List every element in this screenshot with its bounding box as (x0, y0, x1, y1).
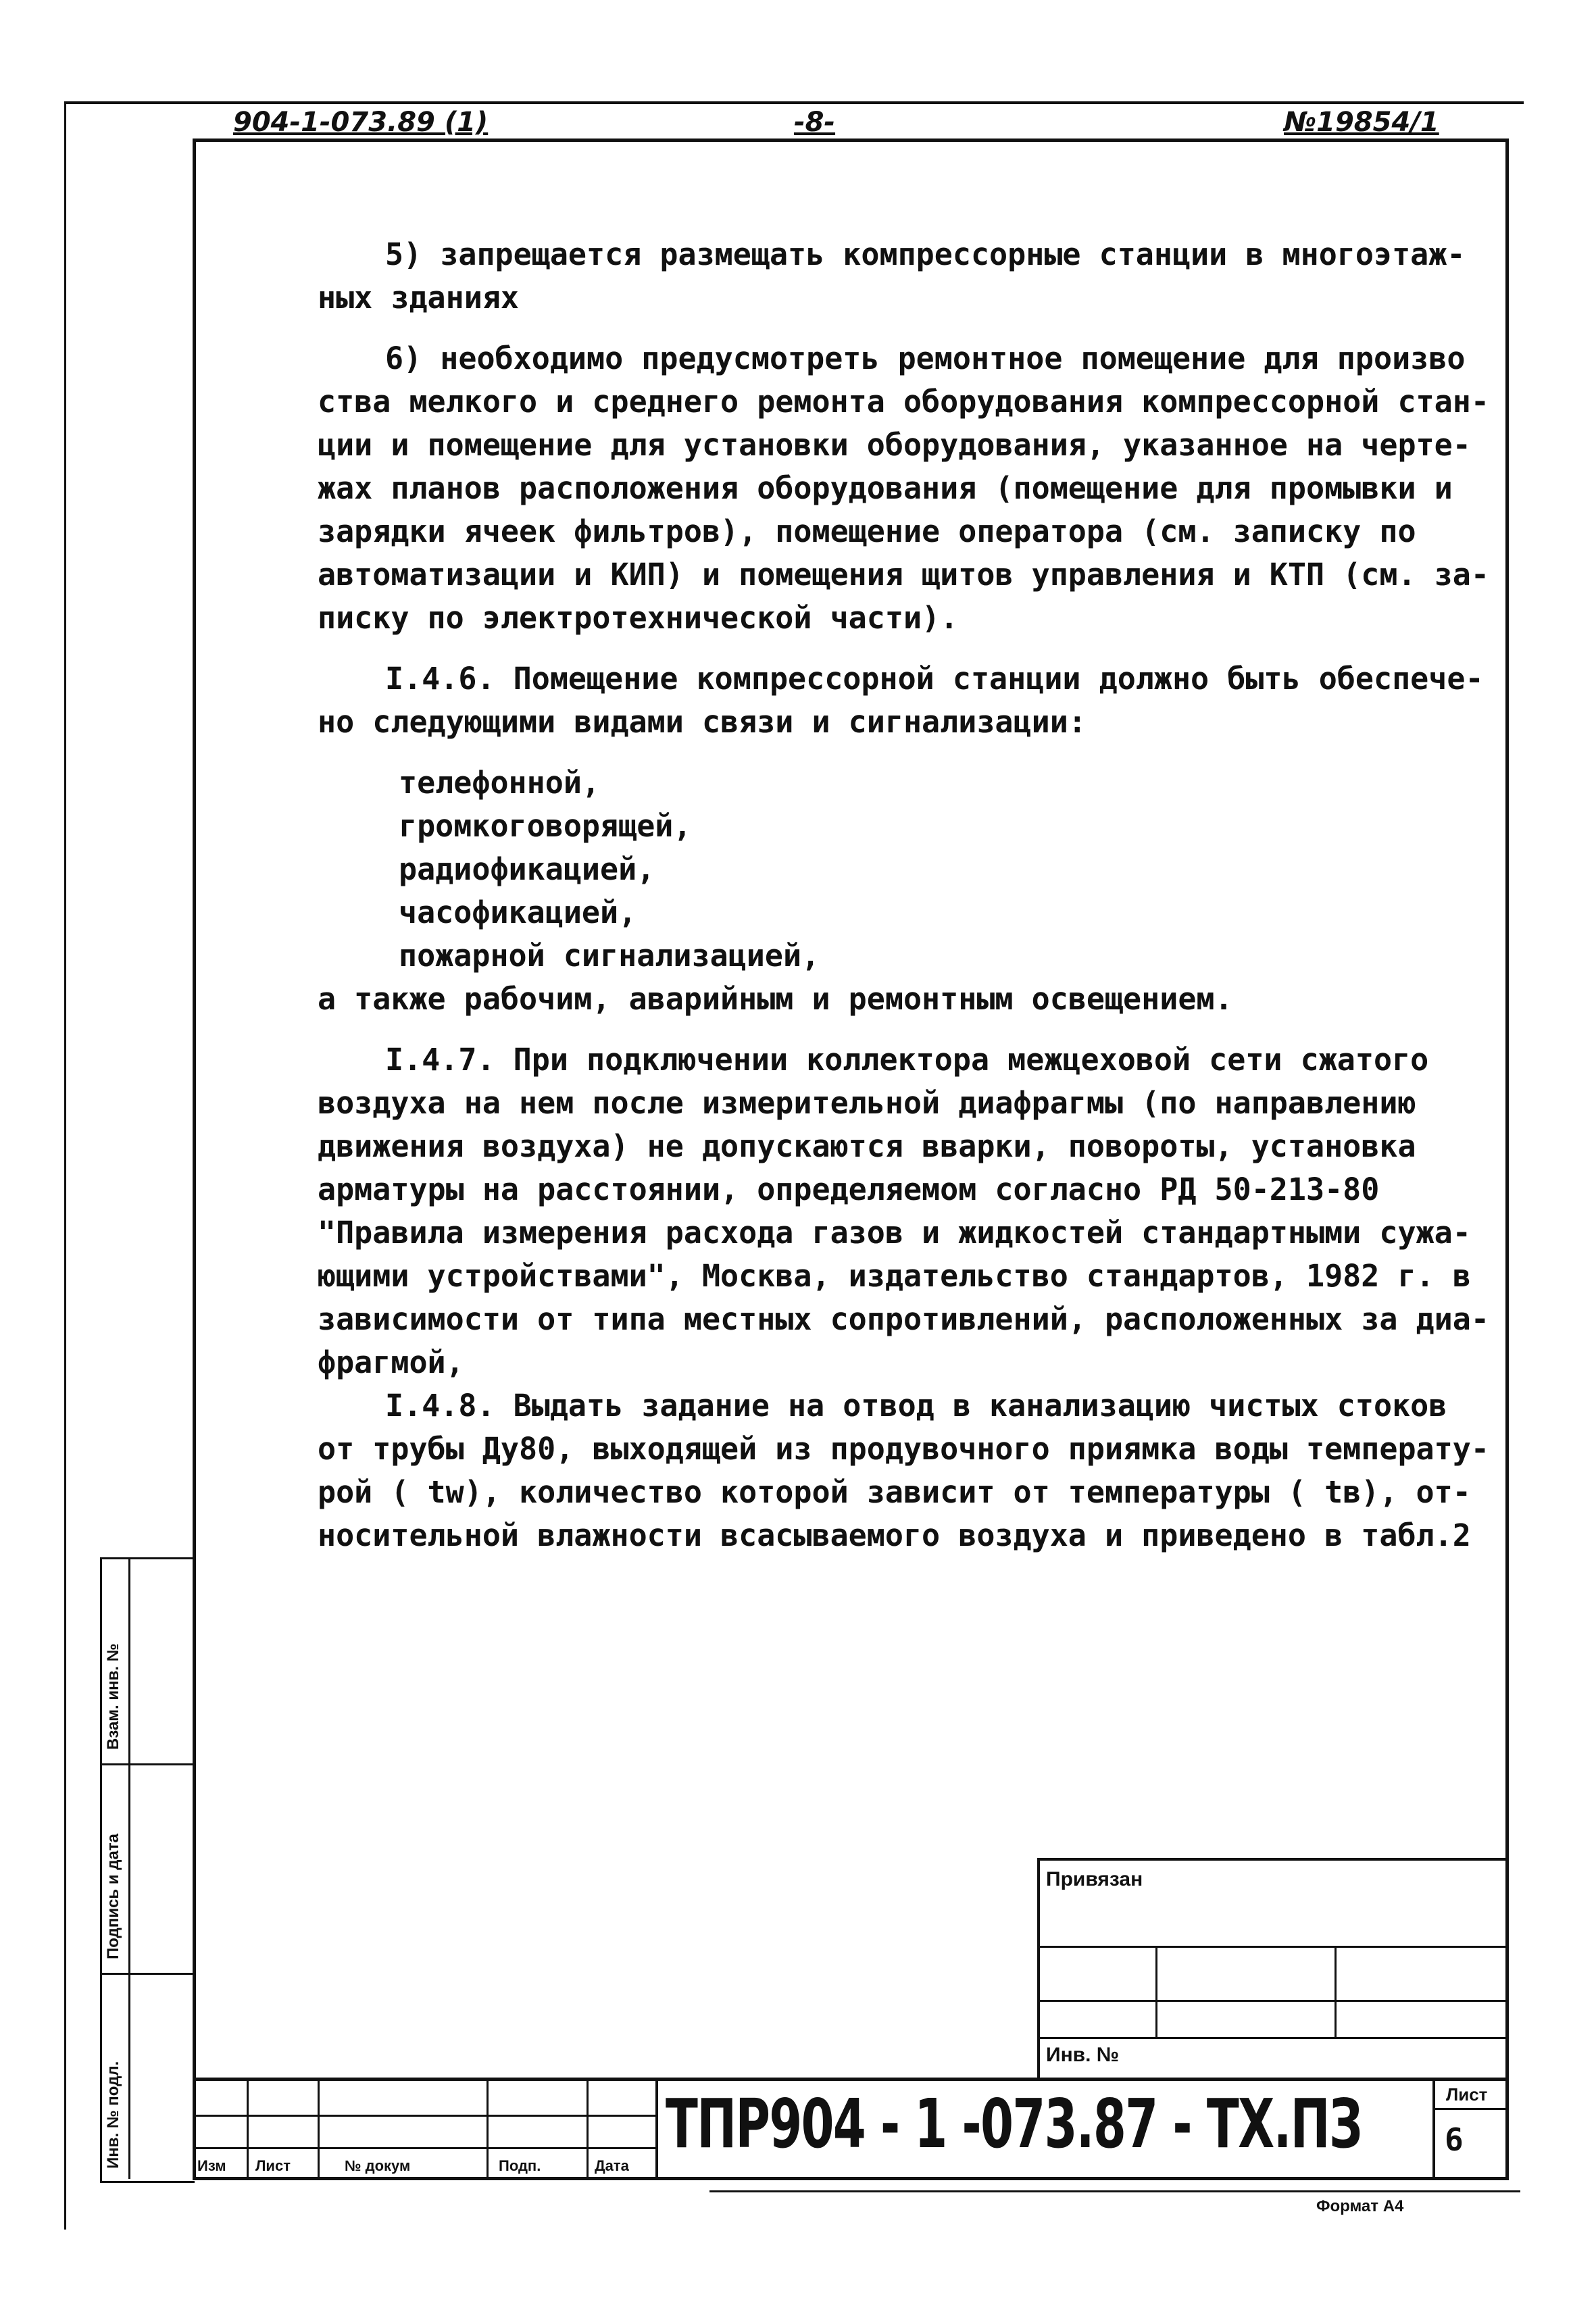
body-line: ства мелкого и среднего ремонта оборудования компрессорной стан- (318, 384, 1489, 420)
body-line: I.4.7. При подключении коллектора межцеховой сети сжатого (385, 1042, 1429, 1078)
list-item: радиофикацией, (399, 851, 655, 887)
list-item: телефонной, (399, 765, 601, 801)
title-block-bottom-line (193, 2177, 1509, 2180)
title-block-col-line (655, 2078, 658, 2177)
side-stamp-divider (128, 1557, 130, 2179)
body-line: арматуры на расстоянии, определяемом согласно РД 50-213-80 (318, 1172, 1380, 1207)
body-line: воздуха на нем после измерительной диафрагмы (по направлению (318, 1085, 1416, 1121)
format-line (709, 2190, 1520, 2192)
sheet-box-row-line (1432, 2108, 1505, 2110)
body-line: автоматизации и КИП) и помещения щитов управления и КТП (см. за- (318, 557, 1489, 593)
frame-top-line (64, 101, 1524, 104)
sheet-number: 6 (1445, 2121, 1464, 2158)
body-line: от трубы Ду80, выходящей из продувочного приямка воды температу- (318, 1431, 1489, 1467)
document-body (318, 233, 1507, 1557)
body-line: но следующими видами связи и сигнализации: (318, 704, 1087, 740)
side-label-vzam-inv: Взам. инв. № (104, 1643, 122, 1750)
format-label: Формат А4 (1316, 2197, 1404, 2215)
body-line: носительной влажности всасываемого воздуха и приведено в табл.2 (318, 1517, 1471, 1553)
body-line: зависимости от типа местных сопротивлений, расположенных за диа- (318, 1301, 1489, 1337)
privyazan-row-line (1037, 1946, 1505, 1948)
body-line: 5) запрещается размещать компрессорные станции в многоэтаж- (385, 236, 1466, 272)
col-label-izm: Изм (197, 2157, 226, 2174)
body-line: рой ( tw), количество которой зависит от температуры ( tв), от- (318, 1474, 1471, 1510)
body-line: I.4.8. Выдать задание на отвод в канализацию чистых стоков (385, 1388, 1447, 1424)
privyazan-top-line (1037, 1858, 1505, 1861)
body-line: 6) необходимо предусмотреть ремонтное помещение для произво (385, 341, 1466, 376)
frame-left-outer-line (64, 101, 66, 2230)
body-line: жах планов расположения оборудования (помещение для промывки и (318, 470, 1453, 506)
list-item: часофикацией, (399, 895, 637, 930)
document-code: ТПР904 - 1 -073.87 - ТХ.ПЗ (666, 2084, 1362, 2163)
side-stamp-row-line (100, 1763, 193, 1765)
body-line: движения воздуха) не допускаются вварки, повороты, установка (318, 1128, 1416, 1164)
col-label-data: Дата (595, 2157, 629, 2174)
body-line: ции и помещение для установки оборудования, указанное на черте- (318, 427, 1471, 463)
sheet-label: Лист (1446, 2084, 1488, 2105)
privyazan-row-line (1037, 2000, 1505, 2002)
frame-inner-top-line (193, 139, 1509, 142)
body-line: ных зданиях (318, 280, 520, 316)
privyazan-left-line (1037, 1858, 1040, 2081)
inv-no-label: Инв. № (1046, 2044, 1120, 2066)
title-block-col-line (318, 2078, 320, 2177)
body-line: а также рабочим, аварийным и ремонтным освещением. (318, 981, 1233, 1017)
privyazan-col-line (1335, 1946, 1337, 2037)
side-label-podpis-data: Подпись и дата (104, 1834, 122, 1959)
body-line: I.4.6. Помещение компрессорной станции должно быть обеспече- (385, 661, 1484, 697)
body-line: "Правила измерения расхода газов и жидкостей стандартными сужа- (318, 1215, 1471, 1251)
list-item: пожарной сигнализацией, (399, 938, 820, 974)
col-label-list: Лист (255, 2157, 291, 2174)
sheet-box-left-line (1432, 2078, 1435, 2177)
list-item: громкоговорящей, (399, 808, 692, 844)
body-line: ющими устройствами", Москва, издательство стандартов, 1982 г. в (318, 1258, 1471, 1294)
title-block-col-line (247, 2078, 249, 2177)
title-block-top-line (193, 2078, 1509, 2081)
privyazan-row-line (1037, 2037, 1505, 2039)
col-label-ndoc: № докум (345, 2157, 411, 2174)
title-block-col-line (487, 2078, 489, 2177)
header-right-code: №19854/1 (1284, 107, 1439, 138)
body-line: зарядки ячеек фильтров), помещение оператора (см. записку по (318, 513, 1416, 549)
privyazan-col-line (1155, 1946, 1157, 2037)
header-left-code: 904-1-073.89 (1) (233, 107, 489, 138)
body-line: писку по электротехнической части). (318, 600, 959, 636)
privyazan-label: Привязан (1046, 1868, 1143, 1890)
col-label-podp: Подп. (499, 2157, 541, 2174)
header-page-mark: -8- (794, 107, 836, 138)
title-block-col-line (587, 2078, 589, 2177)
side-label-inv-podl: Инв. № подл. (104, 2061, 122, 2169)
side-stamp-row-line (100, 1973, 193, 1975)
body-line: фрагмой, (318, 1344, 464, 1380)
